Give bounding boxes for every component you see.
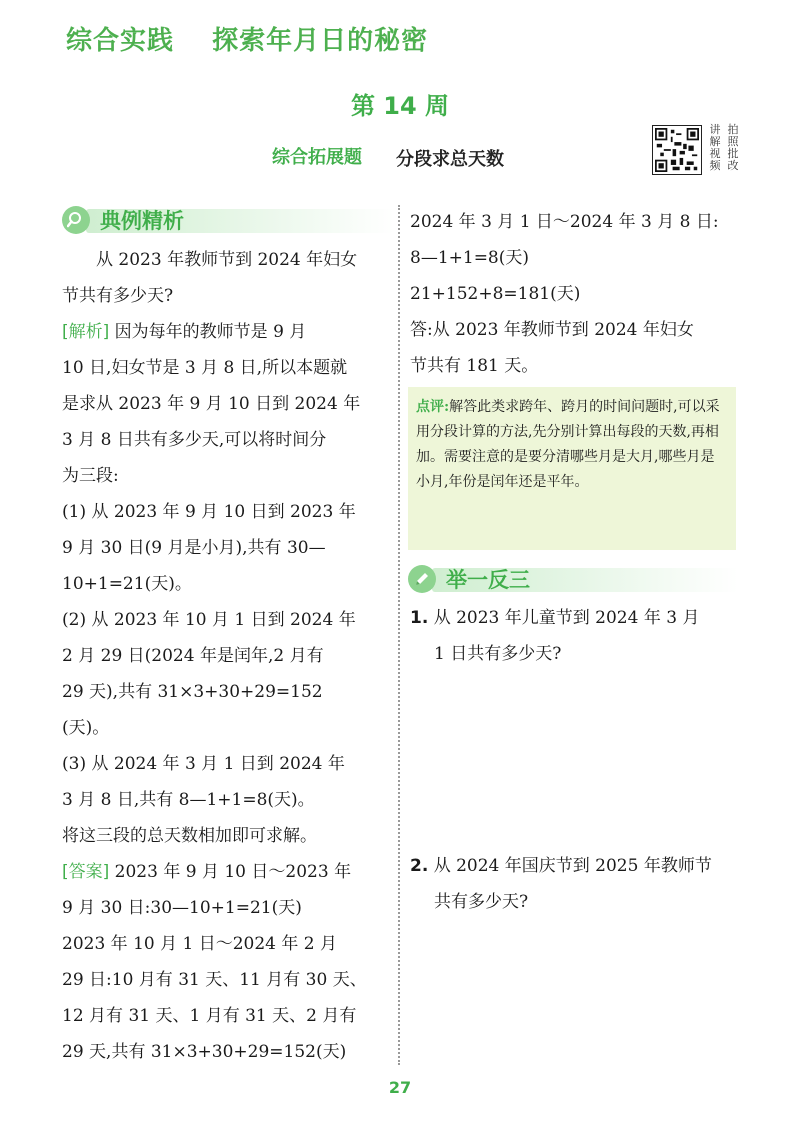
pencil-icon [408, 565, 436, 593]
comment-box [408, 387, 736, 550]
chapter-title [66, 20, 428, 57]
answer-line: 21+152+8=181(天) [410, 284, 581, 304]
question-line: 1 日共有多少天? [434, 644, 562, 664]
answer-line: 9 月 30 日:30—10+1=21(天) [62, 898, 302, 918]
answer-text: 2023 年 9 月 10 日～2023 年 [114, 862, 352, 882]
answer-line: 2024 年 3 月 1 日～2024 年 3 月 8 日: [410, 212, 719, 232]
comment-text: 解答此类求跨年、跨月的时间问题时,可以采用分段计算的方法,先分别计算出每段的天数,再相加。需要注意的是要分清哪些月是大月,哪些月是小月,年份是闰年还是平年。 [416, 399, 720, 490]
comment-tag: 点评: [416, 399, 450, 415]
example-heading [62, 203, 394, 237]
question-number: 2. [410, 856, 429, 876]
qr-caption-char: 视 [709, 147, 721, 160]
section-tag: 综合拓展题 [272, 147, 362, 168]
practice-heading [408, 562, 738, 596]
analysis-line: 9 月 30 日(9 月是小月),共有 30— [62, 538, 326, 558]
chapter-label: 综合实践 [66, 26, 175, 56]
practice-question-1 [410, 600, 740, 672]
question-text: 从 2023 年儿童节到 2024 年 3 月 [433, 608, 700, 628]
qr-caption-char: 照 [727, 135, 739, 148]
analysis-line: 29 天),共有 31×3+30+29=152 [62, 682, 323, 702]
analysis-line: 是求从 2023 年 9 月 10 日到 2024 年 [62, 394, 361, 414]
practice-section [408, 562, 738, 596]
week-label: 第 14 周 [350, 92, 450, 120]
magnifier-icon [62, 206, 90, 234]
chapter-topic: 探索年月日的秘密 [212, 26, 429, 56]
qr-caption-char: 解 [709, 135, 721, 148]
qr-caption [706, 124, 742, 172]
section-title: 分段求总天数 [396, 149, 504, 170]
analysis-line: (3) 从 2024 年 3 月 1 日到 2024 年 [62, 754, 345, 774]
qr-caption-char: 改 [727, 159, 739, 172]
question-line: 共有多少天? [434, 892, 529, 912]
answer-line [62, 854, 394, 890]
answer-line: 节共有 181 天。 [410, 356, 539, 376]
example-section [62, 203, 394, 1070]
analysis-line: (1) 从 2023 年 9 月 10 日到 2023 年 [62, 502, 356, 522]
qr-caption-char: 频 [709, 159, 721, 172]
answer-line: 29 日:10 月有 31 天、11 月有 30 天、 [62, 970, 367, 990]
analysis-line: 2 月 29 日(2024 年是闰年,2 月有 [62, 646, 324, 666]
answer-line: 29 天,共有 31×3+30+29=152(天) [62, 1042, 347, 1062]
analysis-line: 10 日,妇女节是 3 月 8 日,所以本题就 [62, 358, 348, 378]
practice-question-2 [410, 848, 740, 920]
question-number: 1. [410, 608, 429, 628]
question-line: 节共有多少天? [62, 286, 174, 306]
qr-caption-char: 讲 [709, 123, 721, 136]
qr-caption-char: 批 [727, 147, 739, 160]
qr-caption-char: 拍 [727, 123, 739, 136]
analysis-line: 为三段: [62, 466, 119, 486]
analysis-line: (天)。 [62, 718, 110, 738]
answer-line: 8—1+1=8(天) [410, 248, 530, 268]
analysis-line: 3 月 8 日共有多少天,可以将时间分 [62, 430, 327, 450]
qr-code-icon[interactable] [652, 125, 702, 175]
analysis-line: 10+1=21(天)。 [62, 574, 192, 594]
practice-heading-label: 举一反三 [446, 568, 530, 592]
answer-continuation [410, 204, 740, 384]
answer-line: 12 月有 31 天、1 月有 31 天、2 月有 [62, 1006, 357, 1026]
question-text: 从 2024 年国庆节到 2025 年教师节 [433, 856, 712, 876]
page-number: 27 [388, 1078, 412, 1097]
example-body [62, 242, 394, 1070]
analysis-line: 3 月 8 日,共有 8—1+1=8(天)。 [62, 790, 315, 810]
question-line: 从 2023 年教师节到 2024 年妇女 [96, 250, 358, 270]
answer-line: 2023 年 10 月 1 日～2024 年 2 月 [62, 934, 338, 954]
analysis-tag: [解析] [62, 322, 110, 342]
analysis-text: 因为每年的教师节是 9 月 [114, 322, 307, 342]
example-heading-label: 典例精析 [100, 209, 184, 233]
analysis-line: (2) 从 2023 年 10 月 1 日到 2024 年 [62, 610, 356, 630]
question-line [410, 600, 740, 636]
analysis-line [62, 314, 394, 350]
column-divider [398, 205, 400, 1065]
analysis-line: 将这三段的总天数相加即可求解。 [62, 826, 317, 846]
question-line [410, 848, 740, 884]
answer-tag: [答案] [62, 862, 110, 882]
answer-line: 答:从 2023 年教师节到 2024 年妇女 [410, 320, 694, 340]
